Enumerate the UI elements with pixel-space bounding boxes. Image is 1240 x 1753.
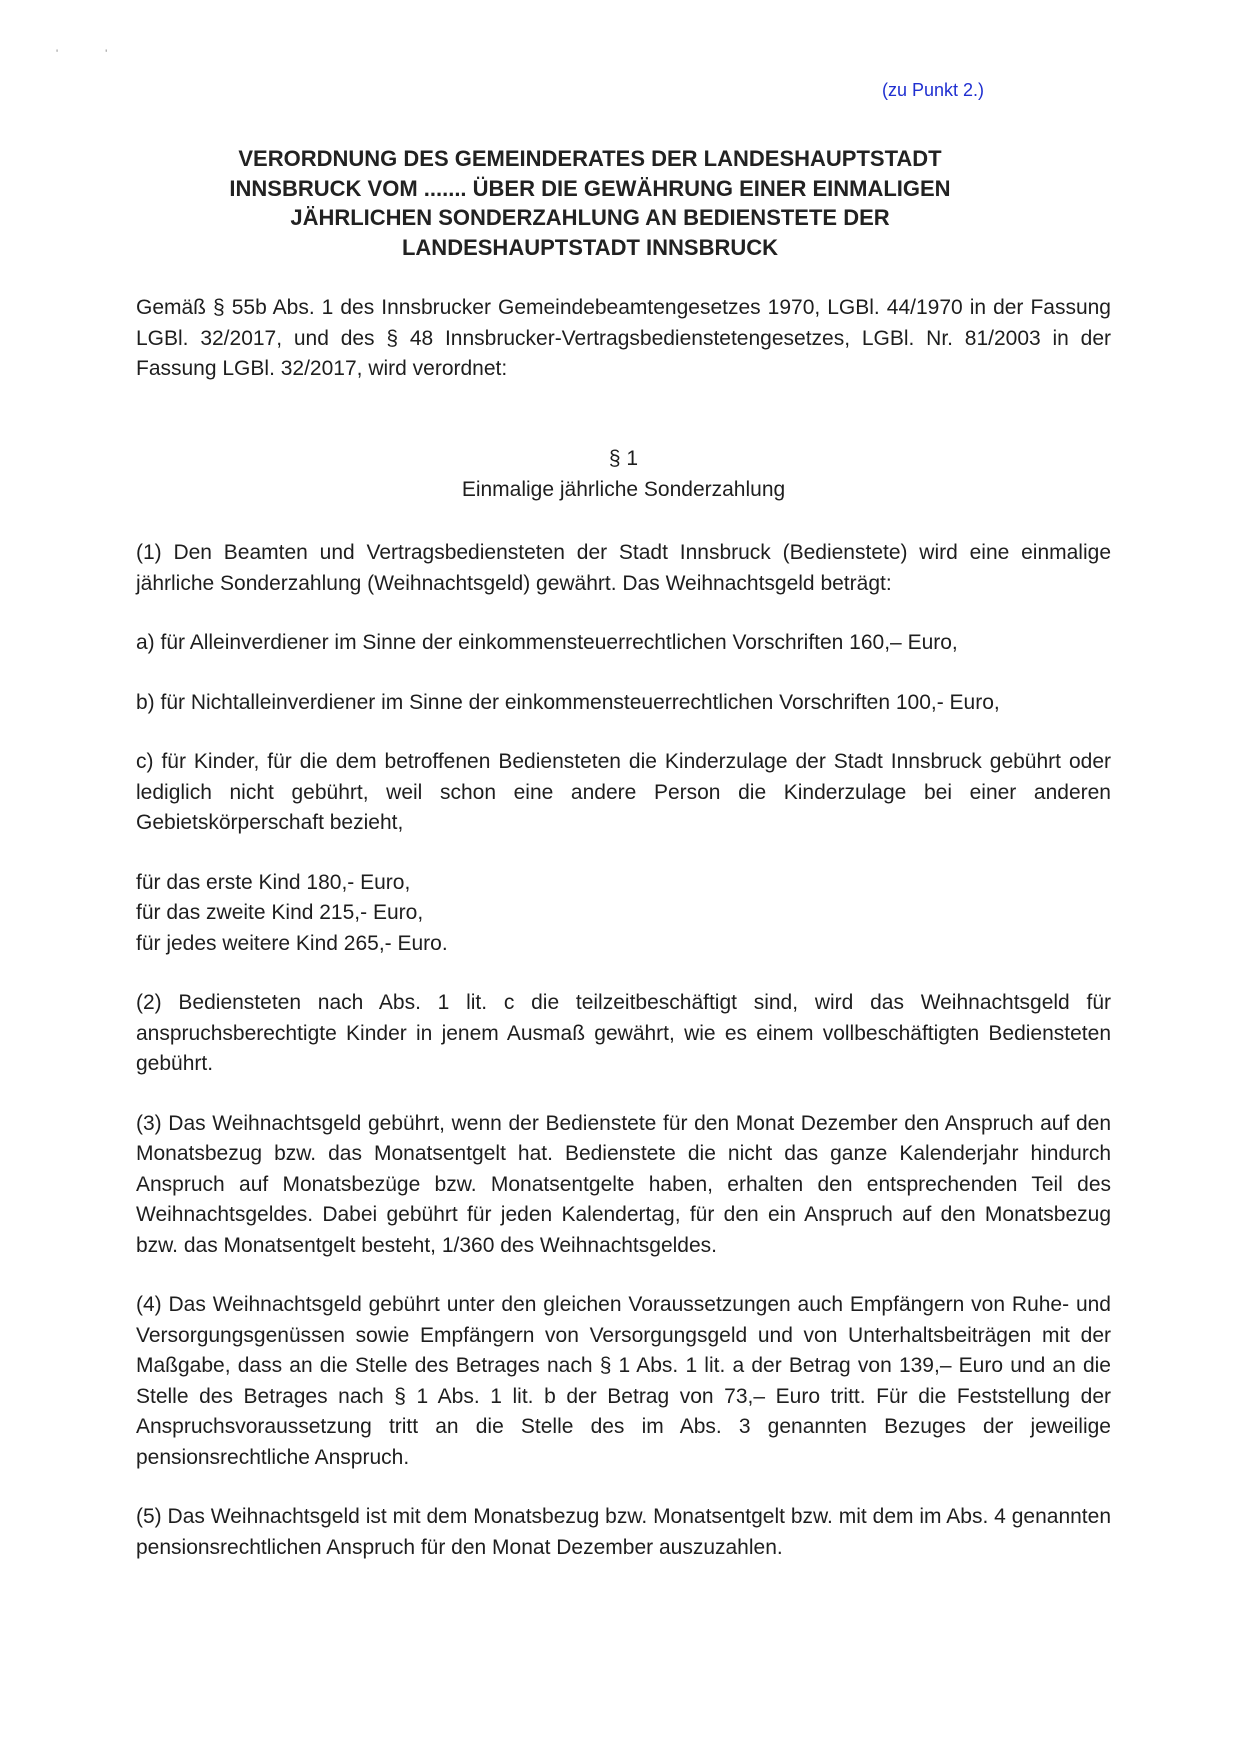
- item-a: a) für Alleinverdiener im Sinne der einkommensteuerrechtlichen Vorschriften 160,– Euro,: [136, 631, 958, 654]
- title-line: INNSBRUCK VOM ....... ÜBER DIE GEWÄHRUNG EINER EINMALIGEN: [229, 175, 951, 201]
- reference-note: (zu Punkt 2.): [881, 80, 984, 100]
- paragraph-2: (2) Bediensteten nach Abs. 1 lit. c die teilzeitbeschäftigt sind, wird das Weihnachtsgeld für anspruchsberechtigte Kinder in jenem Ausmaß gewährt, wie es einem vollbeschäftigten Bediensteten gebührt.: [136, 991, 1111, 1075]
- section-body: [136, 538, 1111, 1592]
- section-number: § 1: [608, 447, 639, 470]
- title-line: VERORDNUNG DES GEMEINDERATES DER LANDESHAUPTSTADT: [238, 146, 942, 171]
- scan-marks: ' ': [56, 48, 130, 60]
- preamble: [136, 293, 1111, 385]
- section-heading: Einmalige jährliche Sonderzahlung: [461, 478, 786, 501]
- preamble-text: Gemäß § 55b Abs. 1 des Innsbrucker Gemeindebeamtengesetzes 1970, LGBl. 44/1970 in der Fassung LGBl. 32/2017, und des § 48 Innsbrucker-Vertragsbedienstetengesetzes, LGBl. Nr. 81/2003 in der Fassung LGBl. 32/2017, wird verordnet:: [136, 296, 1111, 380]
- item-b: b) für Nichtalleinverdiener im Sinne der einkommensteuerrechtlichen Vorschriften 100,- Euro,: [136, 690, 1000, 714]
- child-amount-second: für das zweite Kind 215,- Euro,: [136, 901, 424, 924]
- child-amount-first: für das erste Kind 180,- Euro,: [136, 870, 411, 894]
- paragraph-3: (3) Das Weihnachtsgeld gebührt, wenn der Bedienstete für den Monat Dezember den Anspruch auf den Monatsbezug bzw. das Monatsentgelt hat. Bedienstete die nicht das ganze Kalenderjahr hindurch Anspruch auf Monatsbezüge bzw. Monatsentgelte haben, erhalten den entsprechenden Teil des Weihnachtsgeldes. Dabei gebührt für jeden Kalendertag, für den ein Anspruch auf den Monatsbezug bzw. das Monatsentgelt besteht, 1/360 des Weihnachtsgeldes.: [136, 1111, 1111, 1257]
- title-line: JÄHRLICHEN SONDERZAHLUNG AN BEDIENSTETE DER: [290, 205, 890, 230]
- paragraph-4: (4) Das Weihnachtsgeld gebührt unter den gleichen Voraussetzungen auch Empfängern von Ruhe- und Versorgungsgenüssen sowie Empfängern von Versorgungsgeld und von Unterhaltsbeiträgen mit der Maßgabe, dass an die Stelle des Betrages nach § 1 Abs. 1 lit. a der Betrag von 139,– Euro und an die Stelle des Betrages nach § 1 Abs. 1 lit. b der Betrag von 73,– Euro tritt. Für die Feststellung der Anspruchsvoraussetzung tritt an die Stelle des im Abs. 3 genannten Bezuges der jeweilige pensionsrechtliche Anspruch.: [136, 1293, 1111, 1469]
- item-c: c) für Kinder, für die dem betroffenen Bediensteten die Kinderzulage der Stadt Innsbruck gebührt oder lediglich nicht gebührt, weil schon eine andere Person die Kinderzulage bei einer anderen Gebietskörperschaft bezieht,: [136, 750, 1111, 834]
- title-line: LANDESHAUPTSTADT INNSBRUCK: [401, 234, 779, 260]
- child-amount-further: für jedes weitere Kind 265,- Euro.: [136, 931, 448, 955]
- document-title: [180, 144, 1000, 262]
- paragraph-5: (5) Das Weihnachtsgeld ist mit dem Monatsbezug bzw. Monatsentgelt bzw. mit dem im Abs. 4 genannten pensionsrechtlichen Anspruch für den Monat Dezember auszuzahlen.: [136, 1505, 1111, 1559]
- paragraph-1: (1) Den Beamten und Vertragsbediensteten der Stadt Innsbruck (Bedienstete) wird eine einmalige jährliche Sonderzahlung (Weihnachtsgeld) gewährt. Das Weihnachtsgeld beträgt:: [136, 541, 1111, 595]
